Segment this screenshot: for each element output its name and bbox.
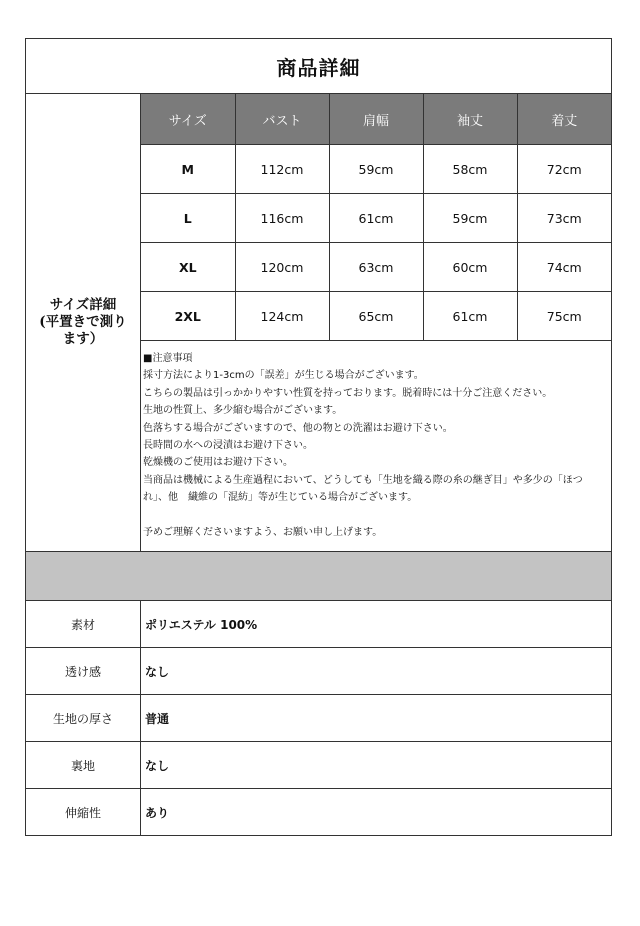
property-label-sheerness: 透け感 <box>26 648 141 695</box>
note-line: 長時間の水への浸漬はお避け下さい。 <box>143 440 313 452</box>
property-row <box>26 695 612 742</box>
property-row <box>26 742 612 789</box>
length-cell: 72cm <box>517 145 611 194</box>
size-cell: XL <box>141 243 235 292</box>
sleeve-cell: 60cm <box>423 243 517 292</box>
size-detail-content <box>141 94 612 552</box>
table-row <box>141 145 611 194</box>
property-value-sheerness: なし <box>141 648 612 695</box>
property-value-material: ポリエステル 100% <box>141 601 612 648</box>
product-detail-table <box>25 38 612 836</box>
length-cell: 73cm <box>517 194 611 243</box>
size-cell: M <box>141 145 235 194</box>
header-sleeve: 袖丈 <box>423 94 517 145</box>
note-line: こちらの製品は引っかかりやすい性質を持っております。脱着時には十分ご注意ください。 <box>143 387 553 399</box>
header-size: サイズ <box>141 94 235 145</box>
property-row <box>26 789 612 836</box>
size-detail-label <box>26 94 141 552</box>
note-line: 乾燥機のご使用はお避け下さい。 <box>143 457 293 469</box>
header-bust: バスト <box>235 94 329 145</box>
property-label-stretch: 伸縮性 <box>26 789 141 836</box>
bust-cell: 120cm <box>235 243 329 292</box>
gray-divider-band <box>26 552 612 601</box>
shoulder-cell: 65cm <box>329 292 423 341</box>
size-cell: L <box>141 194 235 243</box>
property-row <box>26 648 612 695</box>
note-line: 生地の性質上、多少縮む場合がございます。 <box>143 405 343 417</box>
shoulder-cell: 59cm <box>329 145 423 194</box>
header-length: 着丈 <box>517 94 611 145</box>
care-notes <box>141 341 611 551</box>
size-label-line: サイズ詳細 <box>49 297 117 314</box>
bust-cell: 112cm <box>235 145 329 194</box>
size-table-header <box>141 94 611 145</box>
size-cell: 2XL <box>141 292 235 341</box>
note-line: 色落ちする場合がございますので、他の物との洗濯はお避け下さい。 <box>143 422 453 434</box>
bust-cell: 124cm <box>235 292 329 341</box>
table-row <box>141 194 611 243</box>
size-table <box>141 94 611 341</box>
property-label-lining: 裏地 <box>26 742 141 789</box>
sleeve-cell: 58cm <box>423 145 517 194</box>
property-value-thickness: 普通 <box>141 695 612 742</box>
table-row <box>141 243 611 292</box>
shoulder-cell: 61cm <box>329 194 423 243</box>
note-spacer <box>143 507 607 524</box>
note-heading: ■注意事項 <box>143 353 193 364</box>
table-row <box>141 292 611 341</box>
sleeve-cell: 61cm <box>423 292 517 341</box>
bust-cell: 116cm <box>235 194 329 243</box>
sleeve-cell: 59cm <box>423 194 517 243</box>
header-shoulder: 肩幅 <box>329 94 423 145</box>
property-label-material: 素材 <box>26 601 141 648</box>
product-detail-sheet <box>25 38 611 836</box>
page-title: 商品詳細 <box>26 39 612 94</box>
property-value-stretch: あり <box>141 789 612 836</box>
note-closing: 予めご理解くださいますよう、お願い申し上げます。 <box>143 526 383 538</box>
property-value-lining: なし <box>141 742 612 789</box>
shoulder-cell: 63cm <box>329 243 423 292</box>
note-line: 当商品は機械による生産過程において、どうしても「生地を織る際の糸の継ぎ目」や多少の「ほつれ」、他 繊維の「混紡」等が生じている場合がございます。 <box>143 474 583 504</box>
size-label-line: (平置きで測り <box>39 314 127 331</box>
length-cell: 75cm <box>517 292 611 341</box>
property-row <box>26 601 612 648</box>
note-line: 採寸方法により1-3cmの「誤差」が生じる場合がございます。 <box>143 370 424 382</box>
property-label-thickness: 生地の厚さ <box>26 695 141 742</box>
size-label-line: ます） <box>62 331 104 348</box>
length-cell: 74cm <box>517 243 611 292</box>
